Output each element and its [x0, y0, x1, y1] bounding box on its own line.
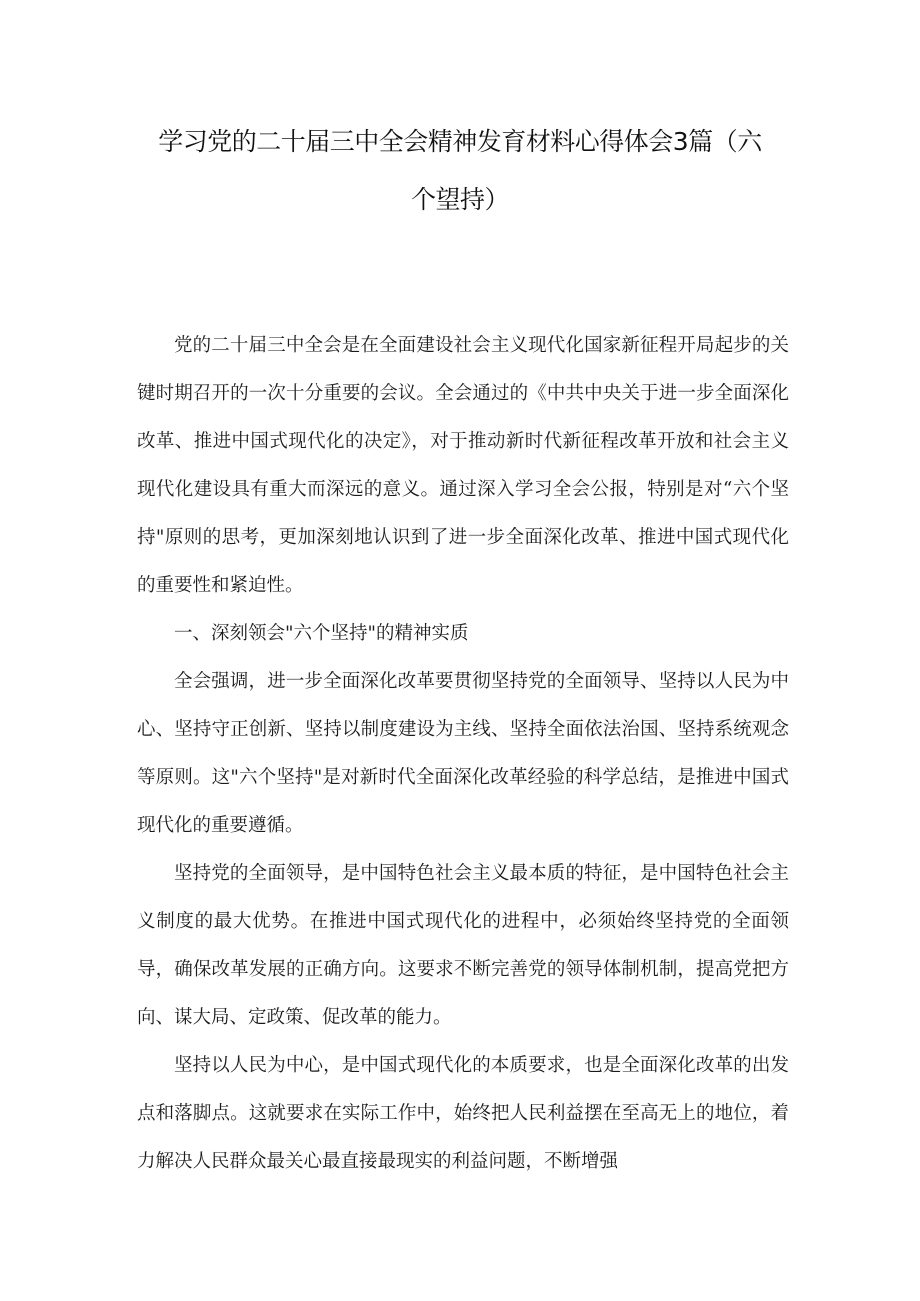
- paragraph-intro: 党的二十届三中全会是在全面建设社会主义现代化国家新征程开局起步的关键时期召开的一次十分重要的会议。全会通过的《中共中央关于进一步全面深化改革、推进中国式现代化的决定》，对于推动新时代新征程改革开放和社会主义现代化建设具有重大而深远的意义。通过深入学习全会公报，特别是对“六个坚持"原则的思考，更加深刻地认识到了进一步全面深化改革、推进中国式现代化的重要性和紧迫性。: [137, 335, 789, 596]
- paragraph-six-principles: 全会强调，进一步全面深化改革要贯彻坚持党的全面领导、坚持以人民为中心、坚持守正创新、坚持以制度建设为主线、坚持全面依法治国、坚持系统观念等原则。这"六个坚持"是对新时代全面深化改革经验的科学总结，是推进中国式现代化的重要遵循。: [137, 671, 789, 836]
- section-heading-1: 一、深刻领会"六个坚持"的精神实质: [174, 623, 469, 644]
- document-body: [137, 322, 789, 1186]
- document-title-line-2: 个望持）: [410, 185, 509, 214]
- paragraph-people-centered: 坚持以人民为中心，是中国式现代化的本质要求，也是全面深化改革的出发点和落脚点。这就要求在实际工作中，始终把人民利益摆在至高无上的地位，着力解决人民群众最关心最直接最现实的利益问题，不断增强: [137, 1055, 789, 1172]
- paragraph-party-leadership: 坚持党的全面领导，是中国特色社会主义最本质的特征，是中国特色社会主义制度的最大优势。在推进中国式现代化的进程中，必须始终坚持党的全面领导，确保改革发展的正确方向。这要求不断完善党的领导体制机制，提高党把方向、谋大局、定政策、促改革的能力。: [137, 863, 789, 1028]
- document-title-line-1: 学习党的二十届三中全会精神发育材料心得体会3篇（六: [158, 127, 762, 156]
